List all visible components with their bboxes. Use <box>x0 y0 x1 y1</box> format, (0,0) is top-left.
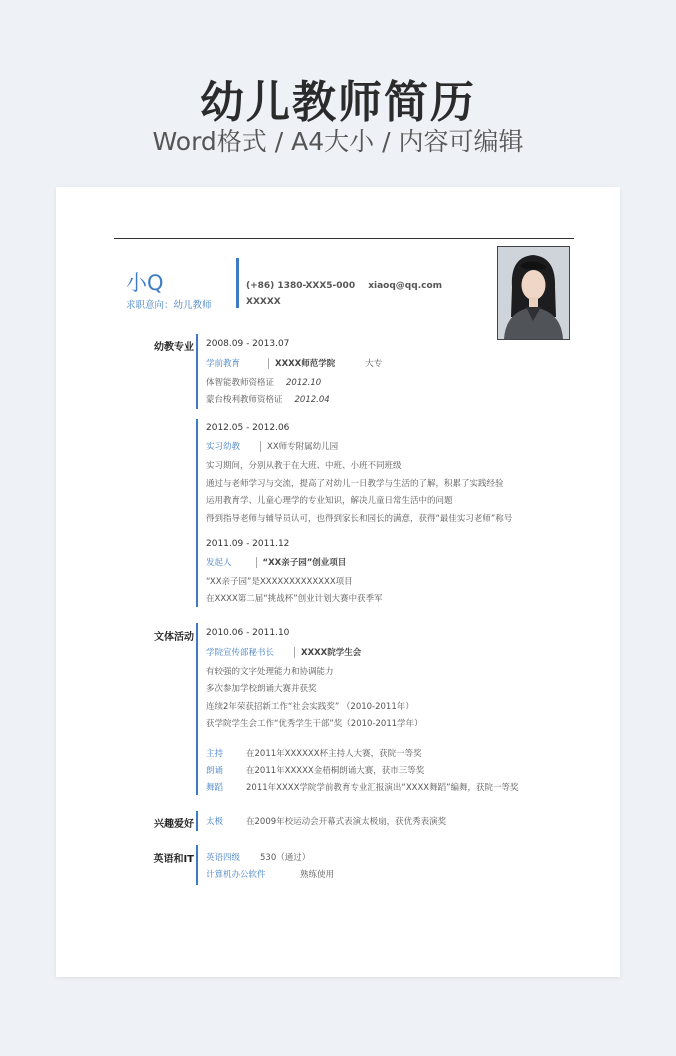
edu-school: XXXX师范学院 <box>275 359 336 369</box>
hero-title: 幼儿教师简历 <box>200 77 476 128</box>
separator <box>256 557 257 568</box>
section-label-education: 幼教专业 <box>154 342 194 353</box>
cert2-name: 蒙台梭利教师资格证 <box>206 395 283 405</box>
culture-date: 2010.06 - 2011.10 <box>206 628 290 638</box>
email: xiaoq@qq.com <box>368 281 443 291</box>
address: XXXXX <box>246 297 281 307</box>
award-value: 2011年XXXX学院学前教育专业汇报演出“XXXX舞蹈”编舞，获院一等奖 <box>246 783 519 793</box>
award-key: 主持 <box>206 749 224 759</box>
job-intent: 求职意向：幼儿教师 <box>126 300 212 311</box>
startup-line: 在XXXX第二届“挑战杯”创业计划大赛中获季军 <box>206 594 383 604</box>
section-label-skills: 英语和IT <box>153 854 194 865</box>
skill-row <box>206 851 310 863</box>
culture-line: 多次参加学校朗诵大赛并获奖 <box>206 684 317 694</box>
award-value: 在2011年XXXXXX杯主持人大赛，获院一等奖 <box>246 749 422 759</box>
intern-line: 得到指导老师与辅导员认可，也得到家长和园长的满意，获得“最佳实习老师”称号 <box>206 514 513 524</box>
intern-org: XX师专附属幼儿园 <box>267 442 339 452</box>
intern-line: 实习期间，分别从教于在大班、中班、小班不同班级 <box>206 461 402 471</box>
startup-role: 发起人 <box>206 558 232 568</box>
candidate-name: 小Q <box>126 271 164 295</box>
hobby-key: 太极 <box>206 817 224 827</box>
culture-line: 连续2年荣获招新工作“社会实践奖” （2010-2011年） <box>206 702 414 712</box>
edu-date: 2008.09 - 2013.07 <box>206 339 290 349</box>
edu-cert1 <box>206 376 321 388</box>
skill-value: 530（通过） <box>260 853 311 863</box>
top-divider <box>114 238 574 239</box>
intern-line: 运用教育学、儿童心理学的专业知识，解决儿童日常生活中的问题 <box>206 496 453 506</box>
section-label-culture: 文体活动 <box>154 632 194 643</box>
culture-role: 学院宣传部秘书长 <box>206 648 275 658</box>
section-label-hobby: 兴趣爱好 <box>154 819 194 830</box>
profile-photo <box>497 246 570 340</box>
culture-role-line <box>206 646 361 658</box>
separator <box>260 441 261 452</box>
cert1-date: 2012.10 <box>286 378 322 388</box>
startup-date: 2011.09 - 2011.12 <box>206 539 290 549</box>
culture-line: 有较强的文字处理能力和协调能力 <box>206 667 334 677</box>
skill-key: 计算机办公软件 <box>206 870 266 880</box>
section-bar-skills <box>196 845 198 885</box>
award-key: 舞蹈 <box>206 783 224 793</box>
skill-key: 英语四级 <box>206 853 241 863</box>
edu-cert2 <box>206 393 330 405</box>
intern-role-line <box>206 440 338 452</box>
contact-line <box>246 281 442 291</box>
skill-row <box>206 868 334 880</box>
skill-value: 熟练使用 <box>300 870 335 880</box>
intern-line: 通过与老师学习与交流，提高了对幼儿一日教学与生活的了解，积累了实践经验 <box>206 479 504 489</box>
hero-subtitle: Word格式 / A4大小 / 内容可编辑 <box>152 127 524 156</box>
intern-role: 实习幼教 <box>206 442 241 452</box>
startup-line: “XX亲子园”是XXXXXXXXXXXXX项目 <box>206 577 353 587</box>
startup-org: “XX亲子园”创业项目 <box>262 558 347 568</box>
intern-date: 2012.05 - 2012.06 <box>206 423 290 433</box>
section-bar-hobby <box>196 811 198 831</box>
cert2-date: 2012.04 <box>294 395 330 405</box>
startup-role-line <box>206 556 346 568</box>
award-key: 朗诵 <box>206 766 224 776</box>
section-bar-experience <box>196 419 198 607</box>
award-row <box>206 747 422 759</box>
separator <box>268 358 269 369</box>
edu-degree: 大专 <box>365 359 383 369</box>
hobby-row <box>206 815 446 827</box>
hobby-value: 在2009年校运动会开幕式表演太极扇，获优秀表演奖 <box>246 817 447 827</box>
edu-major: 学前教育 <box>206 359 241 369</box>
award-row <box>206 764 424 776</box>
cert1-name: 体智能教师资格证 <box>206 378 275 388</box>
separator <box>294 647 295 658</box>
culture-line: 获学院学生会工作“优秀学生干部”奖（2010-2011学年） <box>206 719 423 729</box>
resume-page <box>56 187 620 977</box>
section-bar-education <box>196 334 198 409</box>
award-row <box>206 781 519 793</box>
header-accent-bar <box>236 258 239 308</box>
award-value: 在2011年XXXXX金梧桐朗诵大赛，获市三等奖 <box>246 766 425 776</box>
culture-org: XXXX院学生会 <box>301 648 362 658</box>
section-bar-culture <box>196 623 198 795</box>
phone: (+86) 1380-XXX5-000 <box>246 281 356 291</box>
edu-school-line <box>206 357 382 369</box>
